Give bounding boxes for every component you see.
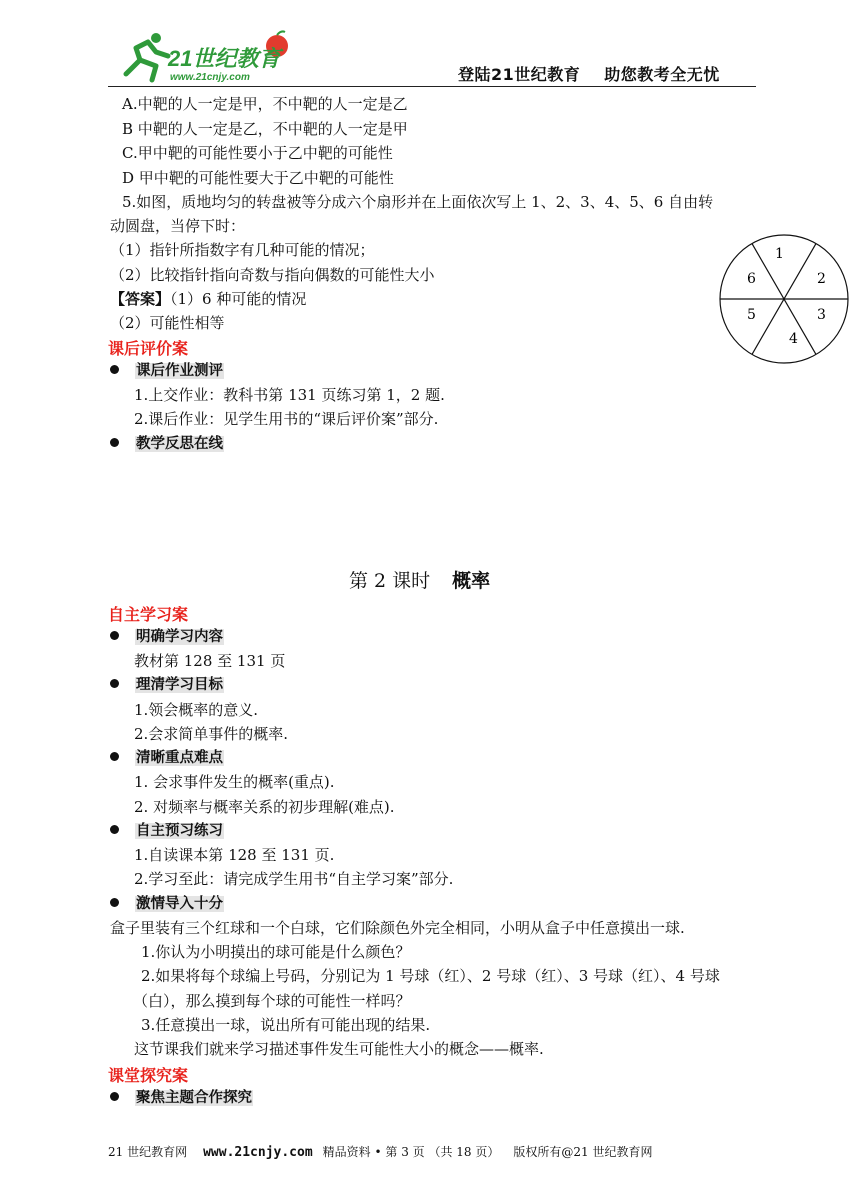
answer-1: （1）6 种可能的情况: [170, 290, 307, 308]
learning-goal-2: 2.会求简单事件的概率.: [134, 725, 289, 743]
lesson-topic: 概率: [452, 570, 491, 592]
intro-question-1: 1.你认为小明摸出的球可能是什么颜色？: [141, 943, 411, 961]
bullet-dot-icon: [110, 1092, 119, 1101]
site-logo[interactable]: [112, 30, 302, 84]
answer-2: （2）可能性相等: [110, 314, 225, 332]
question-5-sub-1: （1）指针所指数字有几种可能的情况；: [110, 241, 375, 259]
footer-left: 21 世纪教育网: [108, 1145, 188, 1159]
after-class-item-2: 2.课后作业：见学生用书的“课后评价案”部分.: [134, 410, 439, 428]
answer-line-1: [110, 289, 306, 309]
spinner-sector-4: 4: [789, 331, 798, 347]
option-a: A.中靶的人一定是甲，不中靶的人一定是乙: [122, 95, 408, 113]
header-slogan-1: 登陆21世纪教育: [458, 65, 581, 84]
key-point-1: 1. 会求事件发生的概率(重点).: [134, 773, 335, 791]
preview-item-1: 1.自读课本第 128 至 131 页.: [134, 846, 335, 864]
spinner-sector-2: 2: [817, 271, 826, 287]
question-5-line-1: 5.如图，质地均匀的转盘被等分成六个扇形并在上面依次写上 1、2、3、4、5、6 自由转: [122, 193, 714, 211]
bullet-teaching-reflection: [110, 434, 224, 454]
key-point-2: 2. 对频率与概率关系的初步理解(难点).: [134, 798, 395, 816]
header-slogan-2: 助您教考全无忧: [604, 65, 720, 84]
bullet-intro: [110, 894, 224, 914]
learning-goal-1: 1.领会概率的意义.: [134, 701, 259, 719]
bullet-learning-goals: [110, 675, 224, 695]
intro-question-3: 3.任意摸出一球，说出所有可能出现的结果.: [141, 1016, 431, 1034]
spinner-sector-6: 6: [747, 271, 756, 287]
header-divider: [108, 86, 756, 87]
logo-text: 21世纪教育: [168, 46, 281, 71]
question-5-line-2: 动圆盘，当停下时：: [110, 217, 246, 235]
bullet-label: 激情导入十分: [136, 896, 223, 912]
logo-url: www.21cnjy.com: [170, 72, 250, 83]
bullet-dot-icon: [110, 825, 119, 834]
intro-conclusion: 这节课我们就来学习描述事件发生可能性大小的概念——概率.: [134, 1040, 544, 1058]
footer-copyright: 版权所有@21 世纪教育网: [513, 1145, 653, 1159]
bullet-dot-icon: [110, 365, 119, 374]
intro-question-2-line-2: （白），那么摸到每个球的可能性一样吗？: [133, 992, 411, 1010]
section-heading-after-class: 课后评价案: [108, 339, 189, 358]
preview-item-2: 2.学习至此：请完成学生用书“自主学习案”部分.: [134, 870, 454, 888]
option-b: B 中靶的人一定是乙，不中靶的人一定是甲: [122, 120, 408, 138]
bullet-label: 清晰重点难点: [136, 750, 223, 766]
spinner-sector-3: 3: [817, 307, 826, 323]
bullet-dot-icon: [110, 438, 119, 447]
bullet-dot-icon: [110, 898, 119, 907]
page-footer: [108, 1143, 652, 1160]
bullet-dot-icon: [110, 631, 119, 640]
bullet-preview-practice: [110, 821, 224, 841]
section-heading-self-study: 自主学习案: [108, 605, 189, 624]
bullet-dot-icon: [110, 752, 119, 761]
intro-paragraph: 盒子里装有三个红球和一个白球，它们除颜色外完全相同，小明从盒子中任意摸出一球.: [110, 919, 685, 937]
bullet-label: 课后作业测评: [136, 363, 223, 379]
footer-page-info: 精品资料 • 第 3 页 （共 18 页）: [322, 1145, 500, 1159]
bullet-after-class-homework: [110, 361, 224, 381]
bullet-dot-icon: [110, 679, 119, 688]
bullet-key-points: [110, 748, 224, 768]
bullet-label: 教学反思在线: [136, 436, 223, 452]
option-c: C.甲中靶的可能性要小于乙中靶的可能性: [122, 144, 393, 162]
after-class-item-1: 1.上交作业：教科书第 131 页练习第 1，2 题.: [134, 386, 445, 404]
option-d: D 甲中靶的可能性要大于乙中靶的可能性: [122, 169, 394, 187]
answer-label: 【答案】: [110, 290, 171, 308]
bullet-learning-content: [110, 627, 224, 647]
bullet-label: 自主预习练习: [136, 823, 223, 839]
bullet-label: 聚焦主题合作探究: [136, 1090, 252, 1106]
footer-site-link[interactable]: www.21cnjy.com: [203, 1145, 313, 1160]
bullet-cooperative-exploration: [110, 1088, 253, 1108]
bullet-label: 理清学习目标: [136, 677, 223, 693]
intro-question-2-line-1: 2.如果将每个球编上号码，分别记为 1 号球（红）、2 号球（红）、3 号球（红）、4 号球: [141, 967, 720, 985]
lesson-title: [349, 566, 490, 593]
section-heading-class-explore: 课堂探究案: [108, 1066, 189, 1085]
question-5-sub-2: （2）比较指针指向奇数与指向偶数的可能性大小: [110, 266, 435, 284]
learning-content-text: 教材第 128 至 131 页: [134, 652, 286, 670]
runner-figure-icon: [126, 33, 168, 80]
spinner-sector-5: 5: [747, 307, 756, 323]
lesson-number: 第 2 课时: [349, 570, 431, 592]
header-slogan: [458, 62, 720, 85]
bullet-label: 明确学习内容: [136, 629, 223, 645]
spinner-sector-1: 1: [775, 246, 784, 262]
spinner-wheel: [718, 233, 850, 365]
